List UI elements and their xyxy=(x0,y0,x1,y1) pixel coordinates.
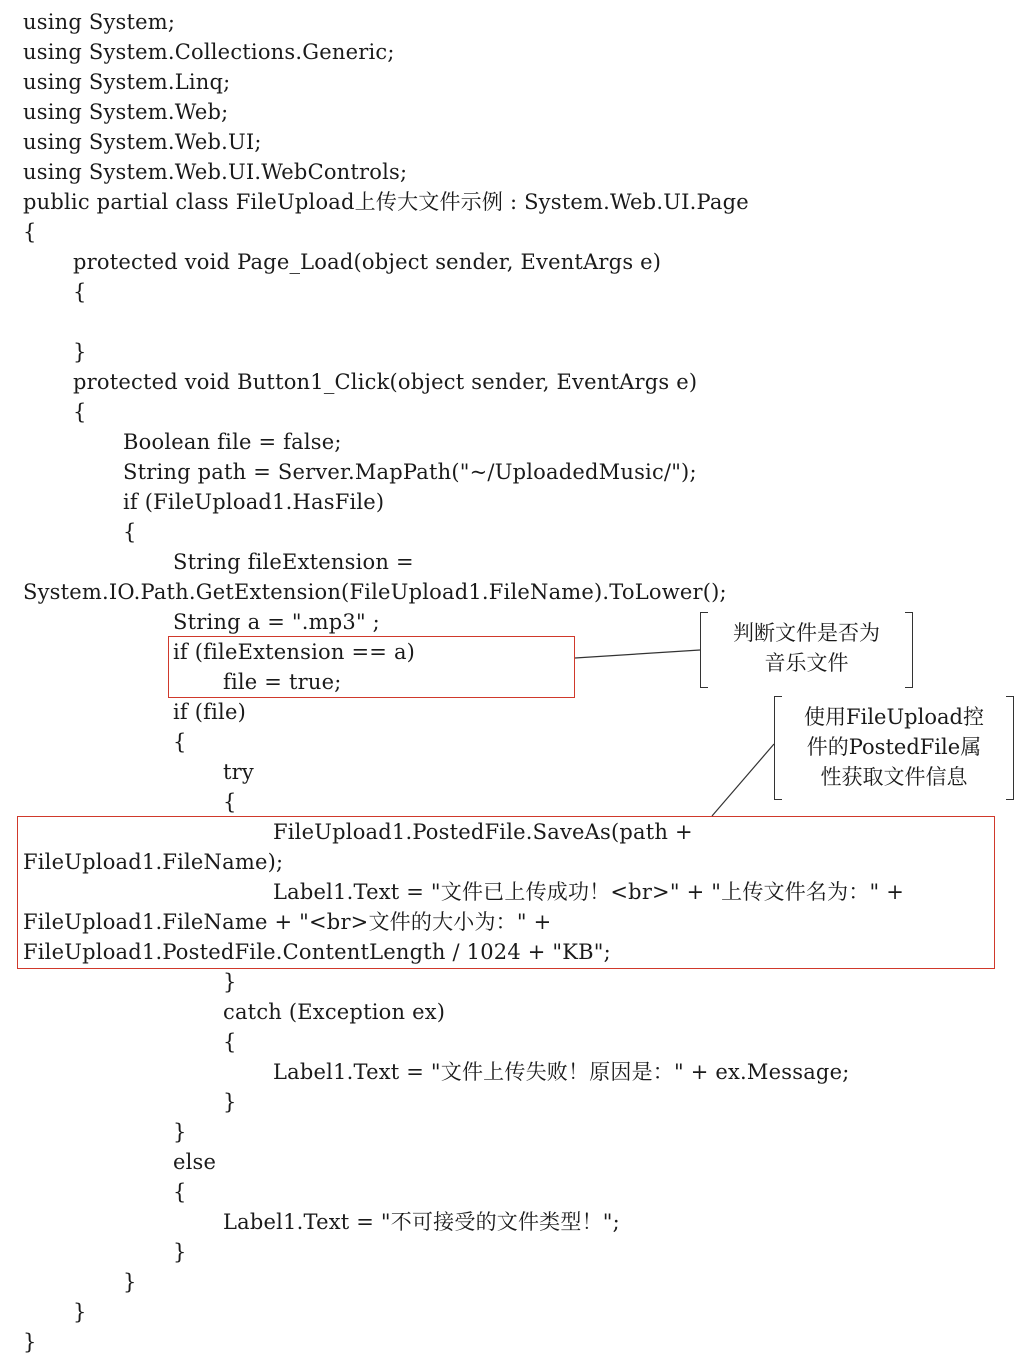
callout-bracket-left-music xyxy=(700,612,708,688)
code-line: { xyxy=(73,280,87,304)
code-line: FileUpload1.FileName); xyxy=(23,850,284,874)
code-line: { xyxy=(173,1180,187,1204)
callout-music-check: 判断文件是否为 音乐文件 xyxy=(733,621,880,675)
code-line: } xyxy=(223,1090,237,1114)
code-line: } xyxy=(123,1270,137,1294)
code-line: System.IO.Path.GetExtension(FileUpload1.FileName).ToLower(); xyxy=(23,580,727,604)
callout-bracket-right-music xyxy=(905,612,913,688)
code-line: using System.Web.UI.WebControls; xyxy=(23,160,408,184)
callout-postedfile: 使用FileUpload控 件的PostedFile属 性获取文件信息 xyxy=(804,705,984,789)
code-line: } xyxy=(173,1240,187,1264)
code-line: { xyxy=(73,400,87,424)
highlight-box-save-file xyxy=(17,816,995,969)
code-line: { xyxy=(223,1030,237,1054)
code-line: catch (Exception ex) xyxy=(223,1000,446,1024)
code-line: { xyxy=(123,520,137,544)
code-line: if (file) xyxy=(173,700,246,724)
callout-bracket-left-postedfile xyxy=(774,696,782,800)
code-line: protected void Page_Load(object sender, EventArgs e) xyxy=(73,250,662,274)
code-line: file = true; xyxy=(223,670,342,694)
code-line: { xyxy=(173,730,187,754)
code-line: FileUpload1.FileName + "<br>文件的大小为：" + xyxy=(23,910,552,934)
code-line: else xyxy=(173,1150,217,1174)
code-line: protected void Button1_Click(object sender, EventArgs e) xyxy=(73,370,698,394)
code-line: using System.Collections.Generic; xyxy=(23,40,395,64)
code-line: using System.Linq; xyxy=(23,70,231,94)
code-line: String a = ".mp3" ; xyxy=(173,610,380,634)
code-line: { xyxy=(23,220,37,244)
code-line: FileUpload1.PostedFile.ContentLength / 1024 + "KB"; xyxy=(23,940,611,964)
code-line: } xyxy=(173,1120,187,1144)
code-line: } xyxy=(223,970,237,994)
code-line: String fileExtension = xyxy=(173,550,414,574)
code-line: if (fileExtension == a) xyxy=(173,640,416,664)
code-line: public partial class FileUpload上传大文件示例 : System.Web.UI.Page xyxy=(23,190,749,214)
code-line: Boolean file = false; xyxy=(123,430,342,454)
code-line: } xyxy=(73,340,87,364)
code-line: using System.Web.UI; xyxy=(23,130,262,154)
code-line: Label1.Text = "文件上传失败！原因是：" + ex.Message; xyxy=(273,1060,850,1084)
code-line: try xyxy=(223,760,254,784)
code-line: Label1.Text = "文件已上传成功！<br>" + "上传文件名为：" + xyxy=(273,880,905,904)
highlight-box-extension-check xyxy=(168,636,575,698)
code-line: using System; xyxy=(23,10,176,34)
code-line: using System.Web; xyxy=(23,100,229,124)
code-line: Label1.Text = "不可接受的文件类型！"; xyxy=(223,1210,620,1234)
callout-bracket-right-postedfile xyxy=(1006,696,1014,800)
code-line: } xyxy=(73,1300,87,1324)
code-line: String path = Server.MapPath("~/UploadedMusic/"); xyxy=(123,460,697,484)
code-line: } xyxy=(23,1330,37,1354)
code-line: if (FileUpload1.HasFile) xyxy=(123,490,385,514)
code-line: FileUpload1.PostedFile.SaveAs(path + xyxy=(273,820,693,844)
code-line: { xyxy=(223,790,237,814)
